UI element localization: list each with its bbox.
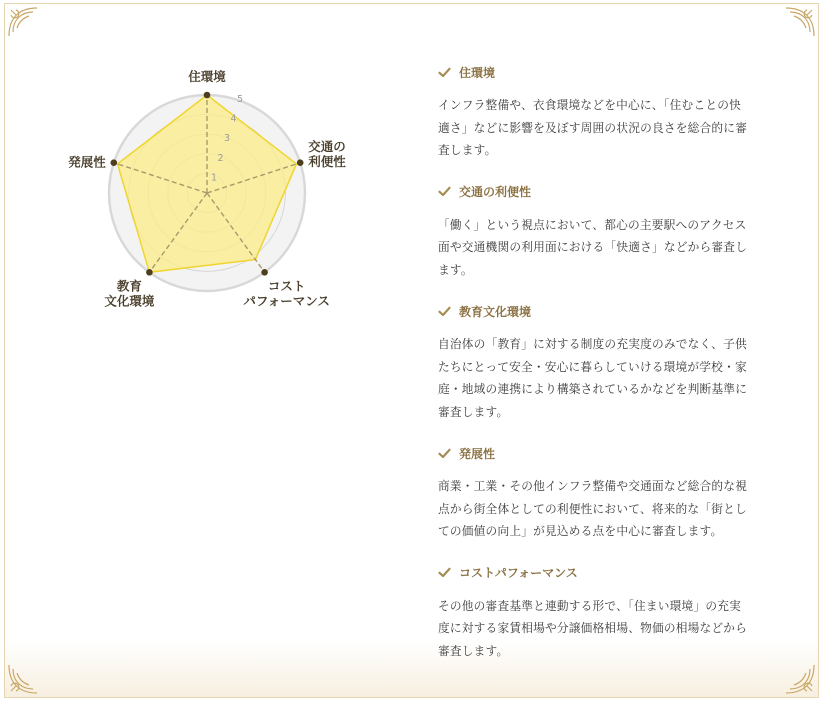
ornament-corner-icon <box>784 663 816 695</box>
radar-axis-marker <box>261 269 268 276</box>
criteria-item <box>438 563 750 663</box>
radar-axis-label: 発展性 <box>68 154 106 170</box>
criteria-title: 住環境 <box>459 65 496 80</box>
ornament-corner-icon <box>7 663 39 695</box>
ornament-corner-icon <box>7 6 39 38</box>
criteria-item <box>438 62 750 162</box>
criteria-heading <box>438 443 750 463</box>
radar-axis-label: コストパフォーマンス <box>243 278 330 309</box>
radar-axis-marker <box>146 269 153 276</box>
ornament-corner-icon <box>784 6 816 38</box>
criteria-title: 発展性 <box>459 446 496 461</box>
check-icon <box>438 566 451 579</box>
radar-tick-label: 5 <box>237 94 244 105</box>
radar-axis-marker <box>110 159 117 166</box>
criteria-description: その他の審査基準と連動する形で、「住まい環境」の充実度に対する家賃相場や分譲価格相場、物価の相場などから審査します。 <box>438 598 748 658</box>
criteria-heading <box>438 182 750 202</box>
criteria-title: 交通の利便性 <box>459 185 532 199</box>
radar-tick-label: 4 <box>230 113 237 125</box>
radar-axis-label: 住環境 <box>188 69 226 84</box>
criteria-heading <box>438 563 750 583</box>
check-icon <box>438 66 451 79</box>
criteria-description: 商業・工業・その他インフラ整備や交通面など総合的な視点から街全体としての利便性において、将来的な「街としての価値の向上」が見込める点を中心に審査します。 <box>438 479 748 538</box>
criteria-heading <box>438 301 750 321</box>
radar-axis-label: 教育文化環境 <box>104 278 155 309</box>
check-icon <box>438 305 451 318</box>
criteria-description: 「働く」という視点において、都心の主要駅へのアクセス面や交通機関の利用面における「快適さ」などから審査します。 <box>438 217 748 277</box>
radar-tick-label: 3 <box>224 133 231 145</box>
radar-tick-label: 2 <box>217 152 224 164</box>
criteria-description: 自治体の「教育」に対する制度の充実度のみでなく、子供たちにとって安全・安心に暮らしていける環境が学校・家庭・地域の連携により構築されているかなどを判断基準に審査します。 <box>438 337 748 419</box>
radar-chart <box>40 55 380 345</box>
criteria-description: インフラ整備や、衣食環境などを中心に、「住むことの快適さ」などに影響を及ぼす周囲の状況の良さを総合的に審査します。 <box>438 98 748 157</box>
criteria-title: 教育文化環境 <box>459 304 532 319</box>
criteria-item <box>438 301 750 423</box>
check-icon <box>438 185 451 198</box>
criteria-title: コストパフォーマンス <box>459 566 578 580</box>
criteria-item <box>438 443 750 543</box>
criteria-heading <box>438 62 750 82</box>
radar-tick-label: 1 <box>211 172 218 184</box>
check-icon <box>438 447 451 460</box>
radar-axis-marker <box>204 92 211 99</box>
radar-axis-label: 交通の利便性 <box>308 139 346 170</box>
criteria-list <box>438 62 750 682</box>
criteria-item <box>438 182 750 282</box>
radar-axis-marker <box>297 159 304 166</box>
